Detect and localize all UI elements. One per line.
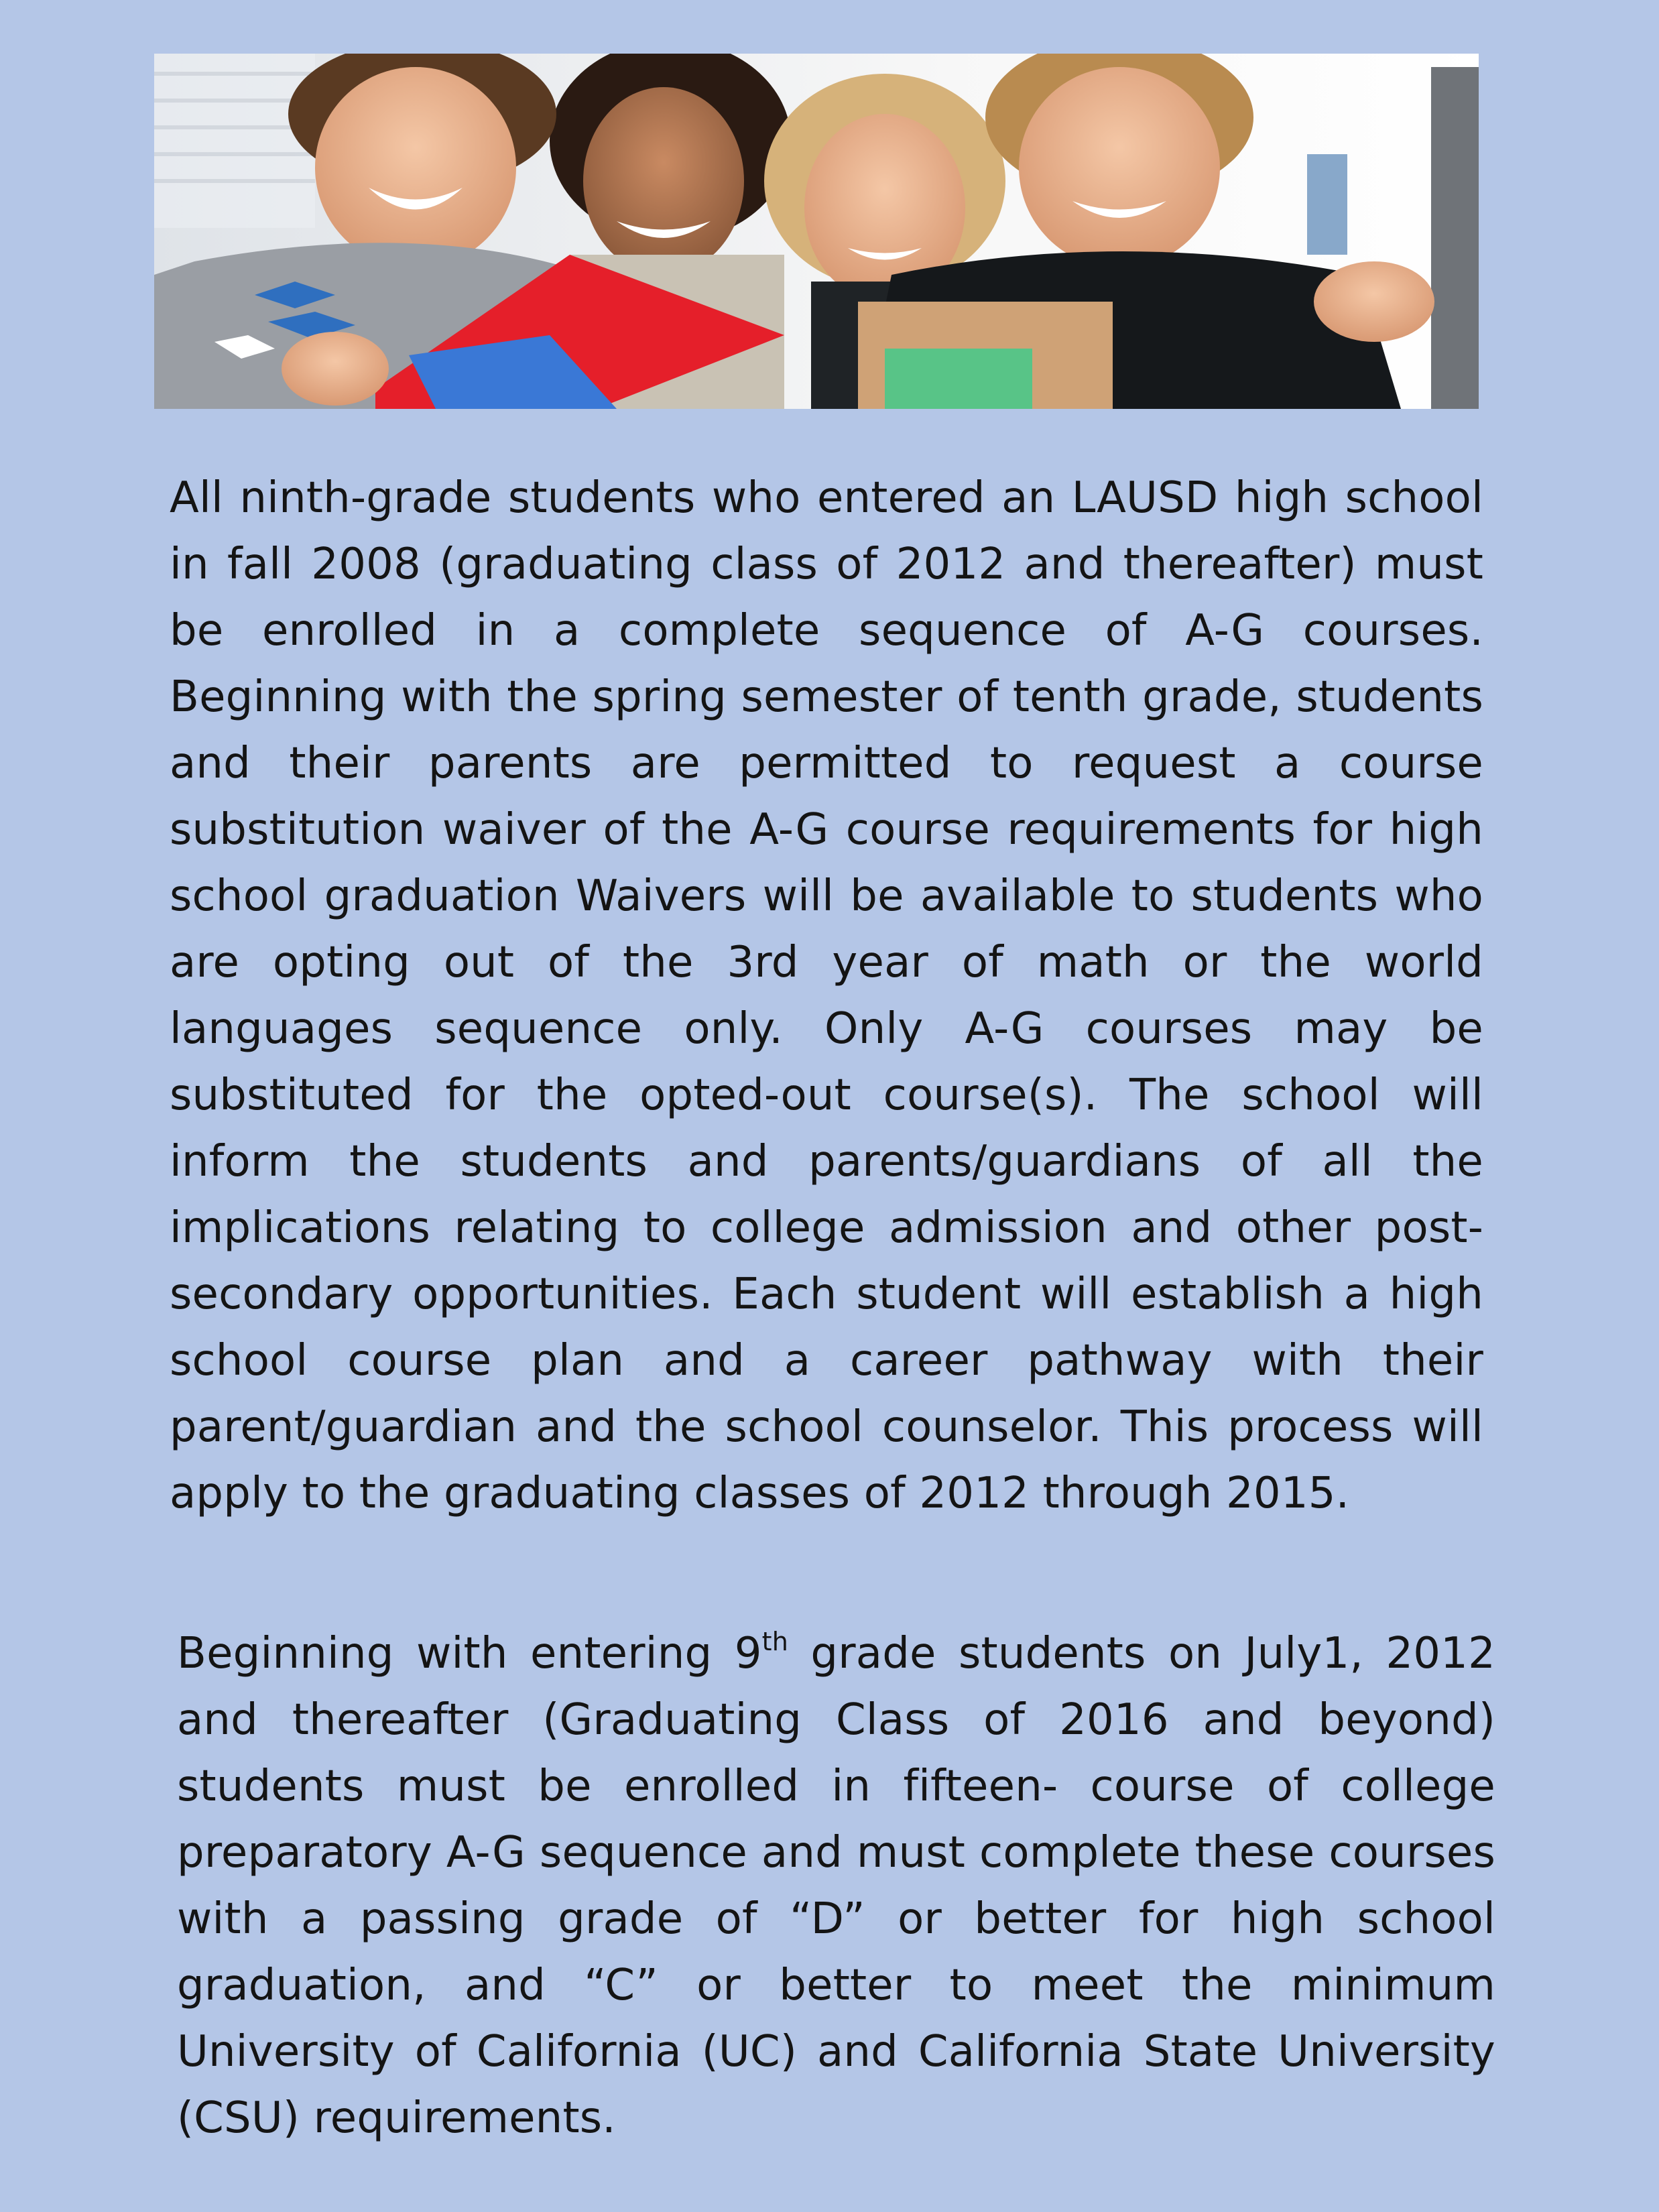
paragraph2-lead: Beginning with entering 9: [177, 1629, 762, 1678]
paragraph-a-g-requirements-2016-beyond: [177, 1621, 1495, 2152]
ordinal-superscript: th: [761, 1627, 789, 1656]
paragraph2-rest: grade students on July1, 2012 and thereafter (Graduating Class of 2016 and beyond) students must be enrolled in fifteen- course of college preparatory A-G sequence and must complete these courses with a passing grade of “D” or better for high school graduation, and “C” or better to meet the minimum University of California (UC) and California State University (CSU) requirements.: [177, 1629, 1496, 2143]
students-photo: [154, 54, 1479, 409]
paragraph-a-g-requirements-2012-2015: All ninth-grade students who entered an LAUSD high school in fall 2008 (graduating class of 2012 and thereafter) must be enrolled in a complete sequence of A-G courses. Beginning with the spring semester of tenth grade, students and their parents are permitted to request a course substitution waiver of the A-G course requirements for high school graduation Waivers will be available to students who are opting out of the 3rd year of math or the world languages sequence only. Only A-G courses may be substituted for the opted-out course(s). The school will inform the students and parents/guardians of all the implications relating to college admission and other post-secondary opportunities. Each student will establish a high school course plan and a career pathway with their parent/guardian and the school counselor. This process will apply to the graduating classes of 2012 through 2015.: [170, 473, 1483, 1518]
students-group-photo-icon: [154, 54, 1479, 409]
